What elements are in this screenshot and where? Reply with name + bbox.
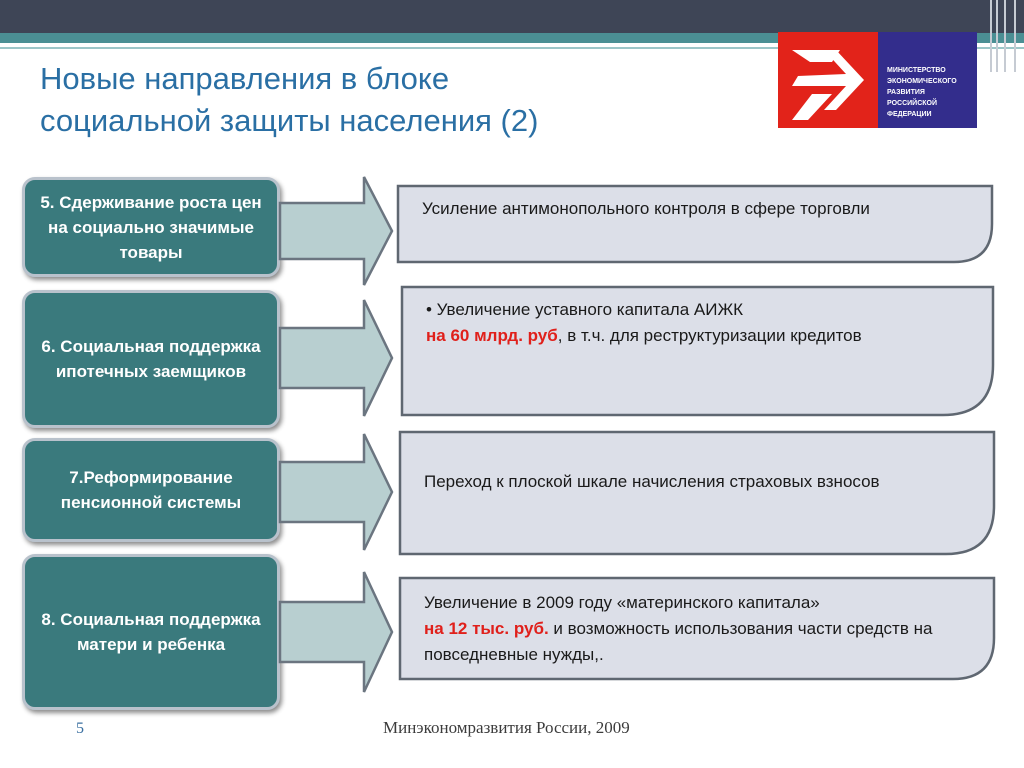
measure-box-7 — [398, 430, 998, 557]
page-number: 5 — [76, 720, 84, 737]
ministry-logo — [778, 32, 878, 128]
measure-text — [422, 196, 962, 222]
top-bar — [0, 0, 1024, 33]
decor-line — [990, 0, 992, 72]
measure-text-rest: , в т.ч. для реструктуризации кредитов — [557, 326, 862, 345]
decor-line — [996, 0, 998, 72]
topic-label: 6. Социальная поддержка ипотечных заемщиков — [41, 337, 261, 381]
measure-box-8 — [398, 576, 998, 682]
arrow-icon — [278, 432, 396, 552]
decor-line — [1014, 0, 1016, 72]
measure-highlight: на 60 млрд. руб — [426, 326, 558, 345]
topic-box-5 — [22, 177, 280, 277]
topic-label: 7.Реформирование пенсионной системы — [60, 468, 242, 512]
logo-caption: МИНИСТЕРСТВО ЭКОНОМИЧЕСКОГО РАЗВИТИЯ РОССИЙСКОЙ ФЕДЕРАЦИИ — [887, 67, 957, 118]
topic-box-7 — [22, 438, 280, 542]
footer-ministry: Минэкономразвития России, 2009 — [383, 718, 630, 737]
measure-highlight: на 12 тыс. руб. — [424, 619, 549, 638]
arrow-icon — [278, 570, 396, 694]
topic-box-6 — [22, 290, 280, 428]
measure-text-rest: и возможность использования части средств на повседневные нужды,. — [424, 619, 933, 664]
decor-line — [1004, 0, 1006, 72]
topic-label: 8. Социальная поддержка матери и ребенка — [41, 610, 261, 654]
measure-text — [424, 590, 974, 668]
measure-text — [426, 297, 946, 349]
ministry-logo-text — [878, 32, 977, 128]
measure-box-5 — [396, 184, 996, 264]
topic-label: 5. Сдерживание роста цен на социально значимые товары — [40, 192, 262, 262]
topic-box-8 — [22, 554, 280, 710]
title-line-1: Новые направления в блоке — [40, 61, 450, 96]
arrow-icon — [278, 298, 396, 418]
title-line-2: социальной защиты населения (2) — [40, 103, 539, 138]
measure-text — [424, 469, 964, 495]
arrow-icon — [278, 175, 396, 287]
measure-text-main: Усиление антимонопольного контроля в сфере торговли — [422, 199, 870, 218]
measure-text-main: Увеличение в 2009 году «материнского капитала» — [424, 593, 820, 612]
measure-text-main: • Увеличение уставного капитала АИЖК — [426, 300, 744, 319]
measure-box-6 — [400, 285, 997, 418]
slide-title — [40, 58, 680, 142]
logo-arrow-icon — [778, 32, 878, 128]
measure-text-main: Переход к плоской шкале начисления страховых взносов — [424, 472, 880, 491]
